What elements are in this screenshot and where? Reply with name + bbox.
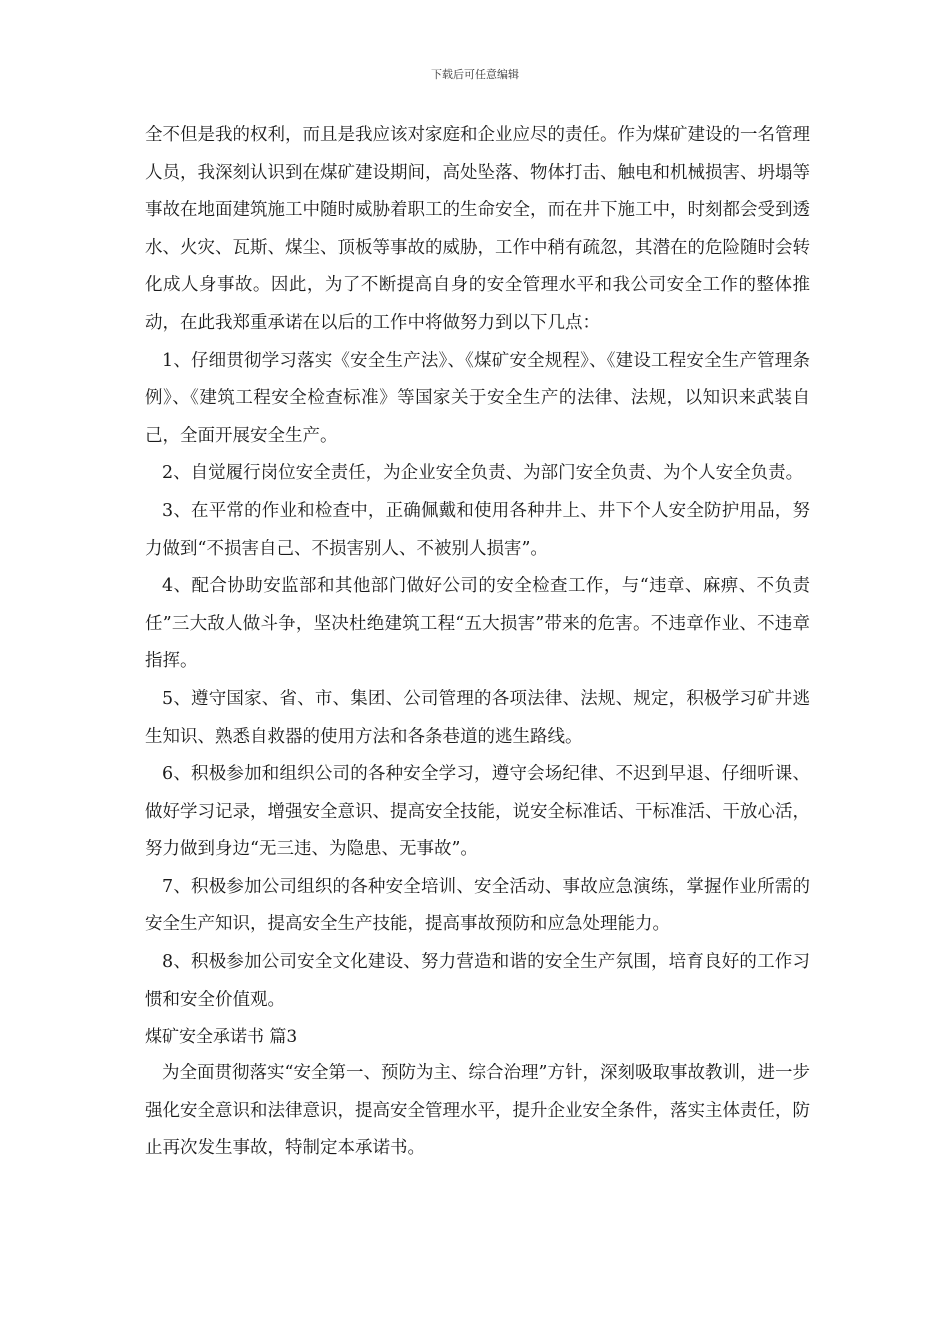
commitment-item-1: 1、仔细贯彻学习落实《安全生产法》、《煤矿安全规程》、《建设工程安全生产管理条例》、《建筑工程安全检查标准》等国家关于安全生产的法律、法规，以知识来武装自己，全面开展安全生产。 (145, 350, 810, 446)
commitment-item-6: 6、积极参加和组织公司的各种安全学习，遵守会场纪律、不迟到早退、仔细听课、做好学习记录，增强安全意识、提高安全技能，说安全标准话、干标准活、干放心活，努力做到身边“无三违、为隐患、无事故”。 (145, 764, 810, 860)
section-title: 煤矿安全承诺书 篇3 (145, 1027, 298, 1048)
commitment-item-4: 4、配合协助安监部和其他部门做好公司的安全检查工作，与“违章、麻痹、不负责任”三大敌人做斗争，坚决杜绝建筑工程“五大损害”带来的危害。不违章作业、不违章指挥。 (145, 576, 810, 672)
commitment-item-3: 3、在平常的作业和检查中，正确佩戴和使用各种井上、井下个人安全防护用品，努力做到“不损害自己、不损害别人、不被别人损害”。 (145, 500, 810, 559)
commitment-item-2: 2、自觉履行岗位安全责任，为企业安全负责、为部门安全负责、为个人安全负责。 (162, 463, 804, 484)
commitment-item-7: 7、积极参加公司组织的各种安全培训、安全活动、事故应急演练，掌握作业所需的安全生产知识，提高安全生产技能，提高事故预防和应急处理能力。 (145, 876, 810, 935)
commitment-item-8: 8、积极参加公司安全文化建设、努力营造和谐的安全生产氛围，培育良好的工作习惯和安全价值观。 (145, 952, 810, 1010)
section-body-paragraph: 为全面贯彻落实“安全第一、预防为主、综合治理”方针，深刻吸取事故教训，进一步强化安全意识和法律意识，提高安全管理水平，提升企业安全条件，落实主体责任，防止再次发生事故，特制定本承诺书。 (145, 1063, 810, 1159)
commitment-item-5: 5、遵守国家、省、市、集团、公司管理的各项法律、法规、规定，积极学习矿井逃生知识、熟悉自救器的使用方法和各条巷道的逃生路线。 (145, 688, 810, 747)
page-header-note: 下载后可任意编辑 (431, 68, 519, 81)
document-body (145, 117, 810, 1168)
intro-paragraph: 全不但是我的权利，而且是我应该对家庭和企业应尽的责任。作为煤矿建设的一名管理人员，我深刻认识到在煤矿建设期间，高处坠落、物体打击、触电和机械损害、坍塌等事故在地面建筑施工中随时威胁着职工的生命安全，而在井下施工中，时刻都会受到透水、火灾、瓦斯、煤尘、顶板等事故的威胁，工作中稍有疏忽，其潜在的危险随时会转化成人身事故。因此，为了不断提高自身的安全管理水平和我公司安全工作的整体推动，在此我郑重承诺在以后的工作中将做努力到以下几点： (145, 125, 810, 333)
